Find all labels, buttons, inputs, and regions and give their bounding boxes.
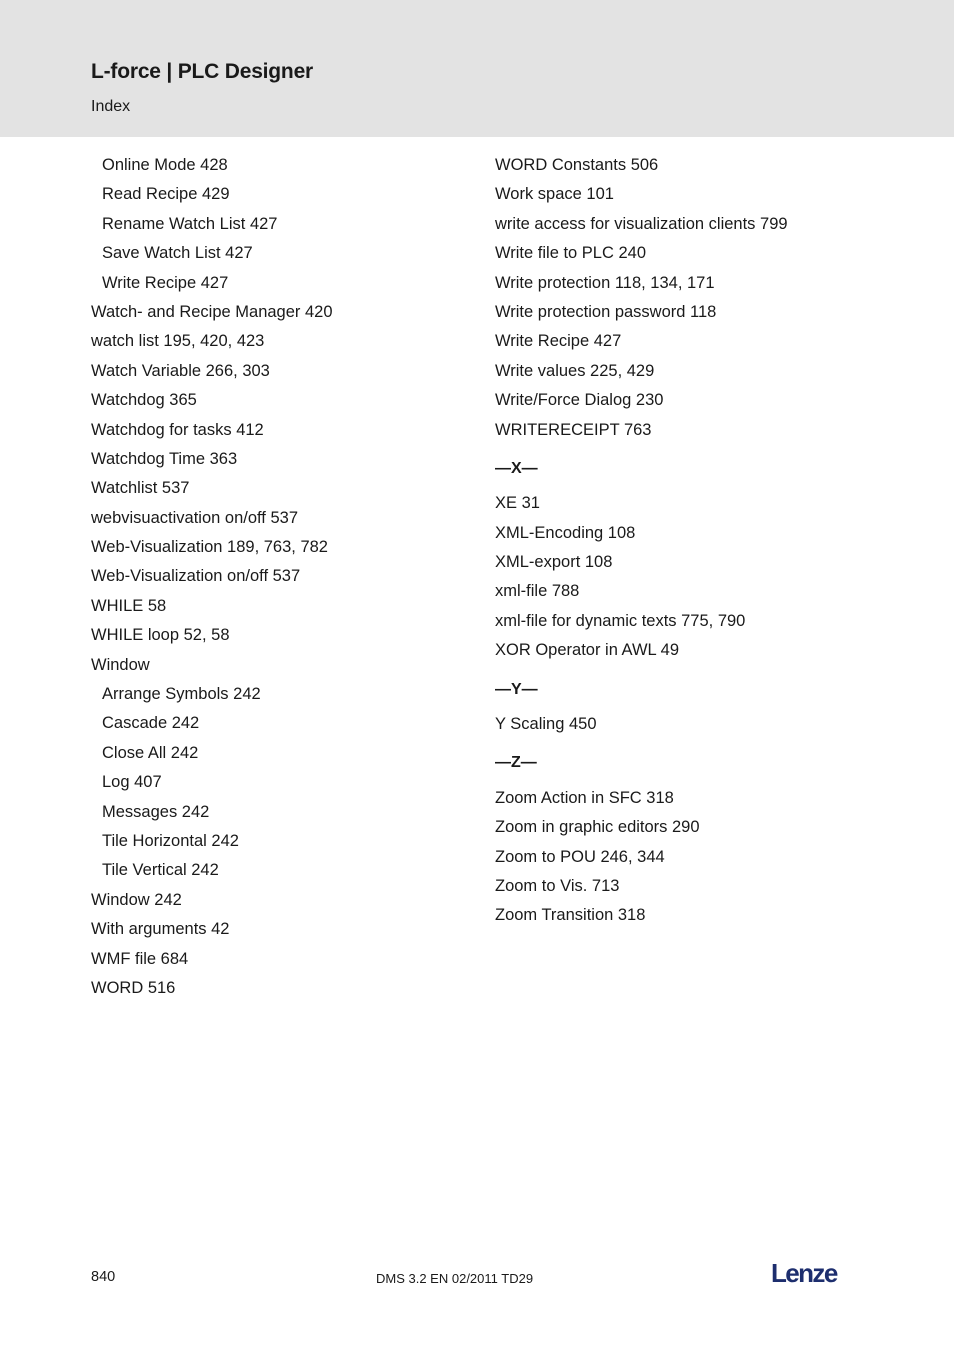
index-entry: Watchlist 537 bbox=[91, 479, 190, 498]
index-entry: Watchdog Time 363 bbox=[91, 449, 238, 468]
index-subentry: Arrange Symbols 242 bbox=[102, 685, 261, 704]
letter-heading: —X— bbox=[495, 459, 538, 477]
index-entry: WHILE 58 bbox=[91, 596, 167, 615]
index-subentry: Tile Horizontal 242 bbox=[102, 831, 239, 850]
index-entry: xml-file for dynamic texts 775, 790 bbox=[495, 611, 746, 630]
letter-heading: —Z— bbox=[495, 754, 537, 772]
index-subentry: Tile Vertical 242 bbox=[102, 861, 219, 880]
index-subentry: Write Recipe 427 bbox=[102, 273, 229, 292]
index-entry: Watchdog 365 bbox=[91, 391, 197, 410]
index-entry: WHILE loop 52, 58 bbox=[91, 626, 230, 645]
index-subentry: Online Mode 428 bbox=[102, 156, 228, 174]
index-entry: Web-Visualization on/off 537 bbox=[91, 567, 301, 586]
index-entry: XE 31 bbox=[495, 494, 540, 513]
index-entry: webvisuactivation on/off 537 bbox=[91, 508, 298, 527]
index-entry: Zoom to POU 246, 344 bbox=[495, 847, 665, 866]
index-entry: Window 242 bbox=[91, 890, 182, 909]
page-number: 840 bbox=[91, 1269, 116, 1285]
index-entry: Zoom Action in SFC 318 bbox=[495, 788, 674, 807]
index-entry: Zoom to Vis. 713 bbox=[495, 876, 620, 895]
index-entry: WORD 516 bbox=[91, 978, 176, 997]
index-subentry: Read Recipe 429 bbox=[102, 185, 230, 204]
index-entry: Web-Visualization 189, 763, 782 bbox=[91, 538, 328, 557]
index-entry: Write/Force Dialog 230 bbox=[495, 391, 664, 410]
document-id: DMS 3.2 EN 02/2011 TD29 bbox=[376, 1271, 534, 1286]
document-title: L-force | PLC Designer bbox=[91, 60, 314, 83]
index-entry: Watch Variable 266, 303 bbox=[91, 361, 270, 380]
index-entry: WORD Constants 506 bbox=[495, 156, 659, 174]
index-subentry: Rename Watch List 427 bbox=[102, 214, 278, 233]
index-entry: WMF file 684 bbox=[91, 949, 189, 968]
index-subentry: Messages 242 bbox=[102, 802, 210, 821]
section-label: Index bbox=[91, 98, 131, 115]
index-entry: WRITERECEIPT 763 bbox=[495, 420, 652, 439]
index-subentry: Close All 242 bbox=[102, 743, 199, 762]
index-entry: Write protection 118, 134, 171 bbox=[495, 273, 715, 292]
index-entry: Write Recipe 427 bbox=[495, 332, 622, 351]
logo-wordmark: Lenze bbox=[771, 1259, 837, 1287]
index-subentry: Cascade 242 bbox=[102, 714, 200, 733]
index-entry: Write values 225, 429 bbox=[495, 361, 655, 380]
index-entry: XML-export 108 bbox=[495, 553, 613, 572]
letter-heading: —Y— bbox=[495, 680, 538, 698]
index-entry: Write file to PLC 240 bbox=[495, 244, 647, 263]
index-column-left bbox=[91, 151, 461, 1003]
index-entry: XML-Encoding 108 bbox=[495, 523, 636, 542]
index-entry: Zoom in graphic editors 290 bbox=[495, 818, 700, 837]
index-entry: watch list 195, 420, 423 bbox=[91, 332, 265, 351]
index-entry: Window bbox=[91, 655, 150, 674]
index-entry: With arguments 42 bbox=[91, 920, 230, 939]
index-entry: Write protection password 118 bbox=[495, 302, 717, 321]
index-entry: Watch- and Recipe Manager 420 bbox=[91, 302, 333, 321]
index-entry: Zoom Transition 318 bbox=[495, 906, 646, 925]
lenze-logo bbox=[770, 1259, 850, 1287]
page-header bbox=[0, 0, 954, 137]
index-column-right bbox=[495, 151, 915, 931]
index-entry: xml-file 788 bbox=[495, 582, 580, 601]
index-entry: XOR Operator in AWL 49 bbox=[495, 641, 680, 660]
index-entry: Watchdog for tasks 412 bbox=[91, 420, 264, 439]
index-subentry: Save Watch List 427 bbox=[102, 244, 253, 263]
index-entry: Y Scaling 450 bbox=[495, 715, 597, 734]
index-entry: Work space 101 bbox=[495, 185, 614, 204]
index-entry: write access for visualization clients 799 bbox=[495, 214, 788, 233]
index-subentry: Log 407 bbox=[102, 773, 162, 792]
